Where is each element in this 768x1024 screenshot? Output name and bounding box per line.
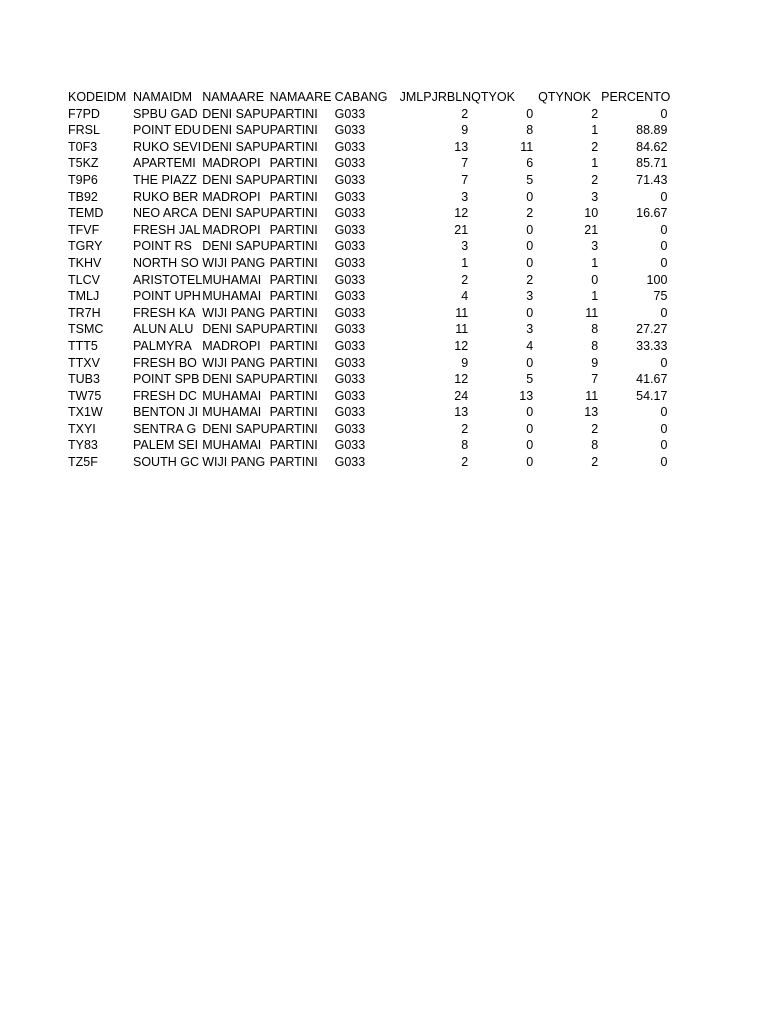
cell-qtyok: 0 xyxy=(526,355,534,370)
cell-kodeidm: TFVF xyxy=(68,222,100,237)
cell-percent: 0 xyxy=(660,189,668,204)
cell-cabang: G033 xyxy=(334,388,366,403)
cell-namaarea-1: DENI SAPU xyxy=(202,372,270,387)
cell-cabang: G033 xyxy=(334,438,366,453)
table-row xyxy=(68,222,670,239)
cell-qtyok: 0 xyxy=(526,305,534,320)
cell-qtynok: 1 xyxy=(591,289,599,304)
cell-jmlpjrbln: 2 xyxy=(461,421,469,436)
table-row xyxy=(68,305,670,322)
cell-kodeidm: TX1W xyxy=(68,405,103,420)
cell-qtynok: 8 xyxy=(591,338,599,353)
cell-kodeidm: TSMC xyxy=(68,322,104,337)
cell-qtyok: 4 xyxy=(526,338,534,353)
cell-cabang: G033 xyxy=(334,123,366,138)
cell-percent: 0 xyxy=(660,455,668,470)
cell-percent: 0 xyxy=(660,421,668,436)
cell-qtynok: 13 xyxy=(584,405,599,420)
cell-namaidm: PALEM SEI xyxy=(133,438,199,453)
header-qtynok: QTYNOK xyxy=(538,90,591,104)
cell-namaidm: NORTH SO xyxy=(133,255,199,270)
cell-namaarea-2: PARTINI xyxy=(269,106,318,121)
cell-cabang: G033 xyxy=(334,355,366,370)
cell-namaidm: THE PIAZZ xyxy=(133,172,197,187)
table-row xyxy=(68,288,670,305)
cell-namaarea-2: PARTINI xyxy=(269,156,318,171)
cell-namaidm: RUKO BER xyxy=(133,189,199,204)
table-row xyxy=(68,155,670,172)
cell-namaidm: ALUN ALU xyxy=(133,322,194,337)
cell-qtyok: 2 xyxy=(526,272,534,287)
cell-namaarea-1: MADROPI xyxy=(202,156,261,171)
cell-cabang: G033 xyxy=(334,106,366,121)
cell-qtyok: 2 xyxy=(526,206,534,221)
cell-jmlpjrbln: 24 xyxy=(454,388,469,403)
cell-namaidm: POINT UPH xyxy=(133,289,201,304)
cell-namaidm: NEO ARCA xyxy=(133,206,198,221)
cell-percent: 33.33 xyxy=(636,338,668,353)
table-row xyxy=(68,338,670,355)
cell-qtyok: 0 xyxy=(526,239,534,254)
cell-namaarea-1: DENI SAPU xyxy=(202,123,270,138)
cell-qtyok: 6 xyxy=(526,156,534,171)
cell-cabang: G033 xyxy=(334,156,366,171)
cell-percent: 0 xyxy=(660,305,668,320)
cell-namaarea-2: PARTINI xyxy=(269,289,318,304)
table-row xyxy=(68,421,670,438)
cell-cabang: G033 xyxy=(334,189,366,204)
cell-namaidm: PALMYRA xyxy=(133,338,192,353)
table-row xyxy=(68,172,670,189)
cell-kodeidm: TUB3 xyxy=(68,372,100,387)
cell-percent: 0 xyxy=(660,239,668,254)
table-row xyxy=(68,388,670,405)
cell-kodeidm: TZ5F xyxy=(68,455,98,470)
cell-kodeidm: T9P6 xyxy=(68,172,98,187)
cell-namaarea-1: MUHAMAI xyxy=(202,272,262,287)
data-table xyxy=(68,89,670,471)
cell-kodeidm: TY83 xyxy=(68,438,98,453)
cell-jmlpjrbln: 13 xyxy=(454,139,469,154)
cell-qtynok: 0 xyxy=(591,272,599,287)
cell-jmlpjrbln: 2 xyxy=(461,455,469,470)
cell-cabang: G033 xyxy=(334,272,366,287)
cell-kodeidm: F7PD xyxy=(68,106,100,121)
cell-kodeidm: TR7H xyxy=(68,305,101,320)
cell-namaarea-1: DENI SAPU xyxy=(202,172,270,187)
cell-namaarea-1: DENI SAPU xyxy=(202,421,270,436)
cell-jmlpjrbln: 9 xyxy=(461,123,469,138)
table-row xyxy=(68,355,670,372)
cell-qtyok: 8 xyxy=(526,123,534,138)
cell-namaarea-2: PARTINI xyxy=(269,272,318,287)
cell-kodeidm: TW75 xyxy=(68,388,102,403)
cell-kodeidm: T0F3 xyxy=(68,139,98,154)
cell-qtyok: 3 xyxy=(526,289,534,304)
cell-namaarea-1: MADROPI xyxy=(202,189,261,204)
cell-percent: 88.89 xyxy=(636,123,668,138)
spreadsheet-page xyxy=(68,89,670,471)
header-cabang: CABANG xyxy=(334,90,388,104)
cell-namaarea-2: PARTINI xyxy=(269,222,318,237)
cell-jmlpjrbln: 8 xyxy=(461,438,469,453)
cell-namaidm: RUKO SEVI xyxy=(133,139,202,154)
table-row xyxy=(68,272,670,289)
cell-qtyok: 0 xyxy=(526,255,534,270)
cell-qtyok: 11 xyxy=(520,139,534,154)
header-namaarea-1: NAMAARE xyxy=(202,90,265,104)
cell-cabang: G033 xyxy=(334,239,366,254)
cell-jmlpjrbln: 7 xyxy=(461,156,469,171)
cell-percent: 0 xyxy=(660,438,668,453)
cell-kodeidm: TTT5 xyxy=(68,338,98,353)
cell-namaarea-1: WIJI PANG xyxy=(202,305,266,320)
cell-jmlpjrbln: 2 xyxy=(461,106,469,121)
cell-cabang: G033 xyxy=(334,255,366,270)
cell-namaarea-2: PARTINI xyxy=(269,123,318,138)
cell-namaarea-2: PARTINI xyxy=(269,305,318,320)
cell-cabang: G033 xyxy=(334,421,366,436)
cell-percent: 85.71 xyxy=(636,156,668,171)
cell-cabang: G033 xyxy=(334,372,366,387)
cell-jmlpjrbln: 9 xyxy=(461,355,469,370)
header-qtyok: QTYOK xyxy=(471,90,515,104)
cell-namaidm: POINT EDU xyxy=(133,123,201,138)
cell-qtyok: 5 xyxy=(526,172,534,187)
cell-namaarea-2: PARTINI xyxy=(269,455,318,470)
cell-cabang: G033 xyxy=(334,455,366,470)
cell-qtynok: 9 xyxy=(591,355,599,370)
cell-qtyok: 0 xyxy=(526,421,534,436)
cell-kodeidm: TMLJ xyxy=(68,289,100,304)
table-body xyxy=(68,106,670,471)
cell-percent: 0 xyxy=(660,106,668,121)
cell-qtyok: 0 xyxy=(526,106,534,121)
cell-kodeidm: TGRY xyxy=(68,239,103,254)
cell-kodeidm: T5KZ xyxy=(68,156,99,171)
cell-jmlpjrbln: 12 xyxy=(454,206,469,221)
cell-namaarea-2: PARTINI xyxy=(269,139,318,154)
cell-percent: 0 xyxy=(660,355,668,370)
cell-namaarea-2: PARTINI xyxy=(269,239,318,254)
table-row xyxy=(68,255,670,272)
cell-namaarea-2: PARTINI xyxy=(269,372,318,387)
cell-cabang: G033 xyxy=(334,206,366,221)
cell-jmlpjrbln: 21 xyxy=(454,222,469,237)
cell-jmlpjrbln: 2 xyxy=(461,272,469,287)
table-row xyxy=(68,106,670,123)
header-kodeidm: KODEIDM xyxy=(68,90,127,104)
cell-qtyok: 0 xyxy=(526,222,534,237)
cell-qtynok: 8 xyxy=(591,438,599,453)
table-row xyxy=(68,189,670,206)
table-row xyxy=(68,454,670,471)
cell-qtyok: 0 xyxy=(526,455,534,470)
cell-namaarea-1: MUHAMAI xyxy=(202,405,262,420)
header-jmlpjrbln: JMLPJRBLN xyxy=(399,90,472,104)
cell-namaarea-2: PARTINI xyxy=(269,206,318,221)
cell-namaidm: SPBU GAD xyxy=(133,106,198,121)
cell-namaarea-2: PARTINI xyxy=(269,338,318,353)
cell-qtyok: 0 xyxy=(526,438,534,453)
cell-cabang: G033 xyxy=(334,172,366,187)
cell-namaarea-1: DENI SAPU xyxy=(202,106,270,121)
cell-qtynok: 1 xyxy=(591,123,599,138)
cell-namaarea-1: MADROPI xyxy=(202,338,261,353)
cell-namaarea-1: MUHAMAI xyxy=(202,438,262,453)
cell-kodeidm: TTXV xyxy=(68,355,100,370)
cell-namaidm: SENTRA G xyxy=(133,421,197,436)
cell-jmlpjrbln: 12 xyxy=(454,372,469,387)
cell-qtyok: 0 xyxy=(526,189,534,204)
cell-namaarea-1: MADROPI xyxy=(202,222,261,237)
cell-qtynok: 11 xyxy=(585,388,599,403)
cell-jmlpjrbln: 11 xyxy=(455,322,469,337)
cell-namaidm: POINT SPB xyxy=(133,372,200,387)
cell-namaidm: FRESH DC xyxy=(133,388,197,403)
cell-namaidm: APARTEMI xyxy=(133,156,196,171)
cell-kodeidm: FRSL xyxy=(68,123,100,138)
cell-percent: 27.27 xyxy=(636,322,668,337)
cell-percent: 84.62 xyxy=(636,139,668,154)
cell-cabang: G033 xyxy=(334,139,366,154)
table-row xyxy=(68,238,670,255)
cell-qtynok: 2 xyxy=(591,172,599,187)
cell-kodeidm: TXYI xyxy=(68,421,96,436)
cell-qtynok: 21 xyxy=(584,222,599,237)
cell-cabang: G033 xyxy=(334,222,366,237)
cell-percent: 41.67 xyxy=(636,372,668,387)
header-row xyxy=(68,89,670,106)
cell-percent: 0 xyxy=(660,405,668,420)
cell-qtynok: 3 xyxy=(591,239,599,254)
cell-kodeidm: TLCV xyxy=(68,272,100,287)
cell-namaarea-1: DENI SAPU xyxy=(202,322,270,337)
cell-namaarea-1: DENI SAPU xyxy=(202,139,270,154)
cell-namaarea-1: DENI SAPU xyxy=(202,239,270,254)
cell-namaarea-1: WIJI PANG xyxy=(202,255,266,270)
cell-kodeidm: TB92 xyxy=(68,189,98,204)
table-row xyxy=(68,371,670,388)
cell-namaarea-1: DENI SAPU xyxy=(202,206,270,221)
table-row xyxy=(68,205,670,222)
cell-percent: 54.17 xyxy=(636,388,668,403)
cell-qtynok: 1 xyxy=(591,156,599,171)
cell-kodeidm: TKHV xyxy=(68,255,102,270)
cell-namaarea-2: PARTINI xyxy=(269,355,318,370)
table-row xyxy=(68,122,670,139)
cell-qtynok: 3 xyxy=(591,189,599,204)
cell-namaarea-2: PARTINI xyxy=(269,405,318,420)
cell-qtynok: 7 xyxy=(591,372,599,387)
cell-qtyok: 5 xyxy=(526,372,534,387)
cell-namaidm: POINT RS xyxy=(133,239,192,254)
cell-jmlpjrbln: 1 xyxy=(461,255,469,270)
cell-jmlpjrbln: 3 xyxy=(461,239,469,254)
cell-namaidm: FRESH KA xyxy=(133,305,196,320)
cell-qtynok: 2 xyxy=(591,455,599,470)
cell-namaidm: FRESH BO xyxy=(133,355,197,370)
header-percent: PERCENTO xyxy=(601,90,671,104)
cell-jmlpjrbln: 4 xyxy=(461,289,469,304)
cell-qtynok: 10 xyxy=(584,206,599,221)
cell-qtyok: 3 xyxy=(526,322,534,337)
cell-percent: 100 xyxy=(646,272,668,287)
cell-qtynok: 2 xyxy=(591,139,599,154)
cell-namaarea-2: PARTINI xyxy=(269,255,318,270)
table-row xyxy=(68,437,670,454)
cell-jmlpjrbln: 12 xyxy=(454,338,469,353)
cell-qtynok: 1 xyxy=(591,255,599,270)
cell-jmlpjrbln: 13 xyxy=(454,405,469,420)
cell-qtynok: 8 xyxy=(591,322,599,337)
cell-percent: 0 xyxy=(660,255,668,270)
cell-namaidm: BENTON JI xyxy=(133,405,199,420)
cell-qtynok: 11 xyxy=(585,305,599,320)
cell-qtyok: 13 xyxy=(519,388,534,403)
cell-percent: 71.43 xyxy=(636,172,668,187)
table-row xyxy=(68,404,670,421)
header-namaidm: NAMAIDM xyxy=(133,90,193,104)
cell-namaarea-2: PARTINI xyxy=(269,388,318,403)
cell-percent: 16.67 xyxy=(636,206,668,221)
header-namaarea-2: NAMAARE xyxy=(269,90,332,104)
cell-namaarea-2: PARTINI xyxy=(269,172,318,187)
table-row xyxy=(68,321,670,338)
cell-cabang: G033 xyxy=(334,322,366,337)
cell-namaarea-1: MUHAMAI xyxy=(202,289,262,304)
cell-namaidm: ARISTOTEL xyxy=(133,272,203,287)
cell-cabang: G033 xyxy=(334,289,366,304)
cell-cabang: G033 xyxy=(334,338,366,353)
cell-qtyok: 0 xyxy=(526,405,534,420)
cell-cabang: G033 xyxy=(334,305,366,320)
cell-namaarea-2: PARTINI xyxy=(269,189,318,204)
cell-qtynok: 2 xyxy=(591,106,599,121)
cell-namaidm: FRESH JAL xyxy=(133,222,201,237)
cell-percent: 75 xyxy=(653,289,668,304)
cell-cabang: G033 xyxy=(334,405,366,420)
cell-namaarea-1: MUHAMAI xyxy=(202,388,262,403)
cell-namaidm: SOUTH GC xyxy=(133,455,199,470)
cell-kodeidm: TEMD xyxy=(68,206,104,221)
cell-jmlpjrbln: 7 xyxy=(461,172,469,187)
cell-namaarea-2: PARTINI xyxy=(269,438,318,453)
cell-jmlpjrbln: 11 xyxy=(455,305,469,320)
cell-namaarea-2: PARTINI xyxy=(269,322,318,337)
cell-namaarea-2: PARTINI xyxy=(269,421,318,436)
cell-qtynok: 2 xyxy=(591,421,599,436)
cell-namaarea-1: WIJI PANG xyxy=(202,355,266,370)
cell-percent: 0 xyxy=(660,222,668,237)
cell-jmlpjrbln: 3 xyxy=(461,189,469,204)
cell-namaarea-1: WIJI PANG xyxy=(202,455,266,470)
table-row xyxy=(68,139,670,156)
